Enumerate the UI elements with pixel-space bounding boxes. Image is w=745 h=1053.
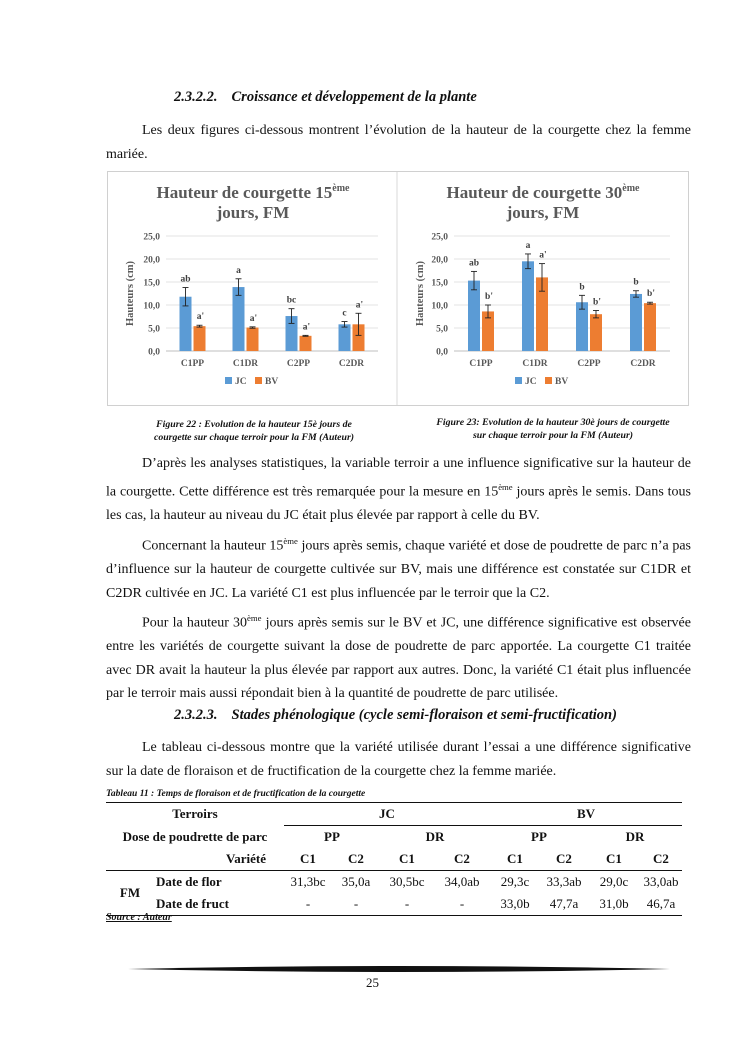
dose-jc-dr: DR bbox=[425, 829, 445, 844]
y-tick-label: 15,0 bbox=[143, 278, 160, 289]
y-tick-label: 10,0 bbox=[143, 301, 160, 312]
para1-sup: ème bbox=[498, 481, 513, 492]
table-cell: 35,0a bbox=[341, 874, 371, 889]
row-label: Date de fruct bbox=[156, 896, 229, 911]
variete-cell: C2 bbox=[454, 851, 470, 866]
legend-label-bv: BV bbox=[265, 377, 279, 387]
significance-label: b bbox=[579, 282, 585, 293]
header-jc: JC bbox=[284, 803, 490, 826]
legend-label-jc: JC bbox=[235, 377, 247, 387]
table-cell: 47,7a bbox=[549, 896, 579, 911]
bar-bv-c2pp bbox=[590, 314, 602, 351]
fig23-caption-line2: sur chaque terroir pour la FM (Auteur) bbox=[472, 430, 634, 441]
y-tick-label: 25,0 bbox=[143, 232, 160, 243]
significance-label: b' bbox=[647, 289, 655, 300]
bar-bv-c2dr bbox=[644, 303, 656, 351]
significance-label: a' bbox=[249, 313, 258, 324]
charts-svg bbox=[108, 172, 688, 405]
header-terroirs: Terroirs bbox=[172, 806, 218, 822]
figure-22-caption bbox=[120, 418, 388, 444]
x-tick-label: C2PP bbox=[577, 359, 601, 369]
y-tick-label: 0,0 bbox=[436, 347, 448, 358]
figure-container bbox=[107, 171, 689, 406]
x-tick-label: C2DR bbox=[630, 359, 656, 369]
header-variete: Variété bbox=[226, 851, 266, 866]
paragraph-analysis bbox=[106, 452, 691, 527]
y-tick-label: 10,0 bbox=[431, 301, 448, 312]
section-number: 2.3.2.3. bbox=[174, 707, 218, 723]
table-cell: - bbox=[404, 896, 410, 911]
y-axis-label: Hauteurs (cm) bbox=[415, 260, 426, 327]
table-row bbox=[106, 893, 682, 916]
intro-paragraph: Les deux figures ci-dessous montrent l’évolution de la hauteur de la courgette chez la femme mariée. bbox=[106, 123, 691, 162]
para1-text-b: jours après le semis. Dans tous les cas, la hauteur au niveau du JC était plus élevée par rapport à celle du BV. bbox=[106, 484, 691, 523]
significance-label: b' bbox=[485, 292, 493, 302]
legend-swatch-jc bbox=[515, 377, 522, 384]
significance-label: bc bbox=[286, 295, 297, 306]
para3-sup: ème bbox=[247, 613, 262, 623]
bar-jc-c1dr bbox=[233, 287, 245, 351]
y-tick-label: 20,0 bbox=[431, 255, 448, 266]
dose-jc-pp: PP bbox=[324, 829, 340, 844]
significance-label: b' bbox=[593, 297, 601, 308]
significance-label: a bbox=[525, 240, 531, 251]
significance-label: a' bbox=[539, 250, 547, 261]
table-cell: 34,0ab bbox=[444, 874, 480, 889]
paragraph-table-intro: Le tableau ci-dessous montre que la variété utilisée durant l’essai a une différence significative sur la date de floraison et de fructification de la courgette chez la femme mariée. bbox=[106, 740, 691, 779]
bar-jc-c1dr bbox=[522, 261, 534, 351]
variete-cell: C2 bbox=[653, 851, 669, 866]
footer-divider bbox=[128, 964, 670, 974]
table-cell: 31,0b bbox=[599, 896, 629, 911]
x-tick-label: C1PP bbox=[469, 359, 493, 369]
section-heading-phenology bbox=[174, 707, 617, 724]
fig23-caption-line1: Figure 23: Evolution de la hauteur 30è jours de courgette bbox=[436, 417, 670, 428]
table-source: Source : Auteur bbox=[106, 912, 172, 923]
legend-swatch-jc bbox=[225, 377, 232, 384]
table-cell: - bbox=[305, 896, 311, 911]
para1-text-a: D’après les analyses statistiques, la variable terroir a une influence significative sur la hauteur de la courgette. Cette différence est très remarquée pour la mesure en 15 bbox=[106, 456, 691, 500]
x-tick-label: C2DR bbox=[338, 359, 365, 369]
bar-jc-c1pp bbox=[468, 281, 480, 351]
x-tick-label: C1DR bbox=[232, 359, 259, 369]
bar-jc-c2dr bbox=[339, 324, 351, 351]
bar-bv-c1dr bbox=[247, 328, 259, 351]
section-number: 2.3.2.2. bbox=[174, 89, 218, 105]
y-tick-label: 15,0 bbox=[431, 278, 448, 289]
section-title: Croissance et développement de la plante bbox=[231, 89, 477, 105]
phenology-table bbox=[106, 802, 682, 916]
y-tick-label: 5,0 bbox=[148, 324, 160, 335]
table-cell: 31,3bc bbox=[290, 874, 326, 889]
significance-label: c bbox=[342, 308, 347, 319]
dose-bv-pp: PP bbox=[531, 829, 547, 844]
table-cell: 30,5bc bbox=[389, 874, 425, 889]
row-label: Date de flor bbox=[156, 874, 222, 889]
table-cell: 29,3c bbox=[500, 874, 530, 889]
y-tick-label: 25,0 bbox=[431, 232, 448, 243]
table-row bbox=[106, 871, 682, 894]
table-caption: Tableau 11 : Temps de floraison et de fructification de la courgette bbox=[106, 789, 366, 799]
section-title: Stades phénologique (cycle semi-floraison et semi-fructification) bbox=[231, 707, 617, 723]
variete-cell: C1 bbox=[300, 851, 316, 866]
group-fm: FM bbox=[106, 871, 154, 916]
paragraph-30-days bbox=[106, 607, 691, 706]
legend-label-jc: JC bbox=[525, 377, 537, 387]
significance-label: a' bbox=[196, 312, 205, 323]
legend-swatch-bv bbox=[545, 377, 552, 384]
legend-label-bv: BV bbox=[555, 377, 569, 387]
dose-bv-dr: DR bbox=[625, 829, 645, 844]
significance-label: ab bbox=[468, 258, 480, 269]
significance-label: b bbox=[633, 277, 639, 288]
bar-bv-c2pp bbox=[300, 336, 312, 351]
para2-sup: ème bbox=[283, 536, 298, 546]
fig22-caption-line1: Figure 22 : Evolution de la hauteur 15è jours de bbox=[156, 419, 352, 430]
y-tick-label: 20,0 bbox=[143, 255, 160, 266]
y-axis-label: Hauteurs (cm) bbox=[125, 260, 136, 327]
para3-text-a: Pour la hauteur 30 bbox=[142, 615, 248, 631]
chart-title-line2: jours, FM bbox=[506, 203, 580, 222]
variete-cell: C1 bbox=[606, 851, 622, 866]
significance-label: ab bbox=[180, 274, 191, 285]
table-cell: 29,0c bbox=[599, 874, 629, 889]
para3-text-b: jours après semis sur le BV et JC, une différence significative est observée entre les variétés de courgette suivant la dose de poudrette de parc apportée. La courgette C1 traitée avec DR avait la hauteur la plus élevée par rapport aux autres. Donc, la variété C1 était plus influencée par le terroir mais aussi répondait bien à la quantité de poudrette de parc utilisée. bbox=[106, 615, 691, 702]
variete-cell: C1 bbox=[399, 851, 415, 866]
variete-cell: C2 bbox=[556, 851, 572, 866]
y-tick-label: 0,0 bbox=[148, 347, 160, 358]
table-cell: - bbox=[353, 896, 359, 911]
bar-bv-c1pp bbox=[194, 326, 206, 351]
page-number: 25 bbox=[366, 975, 379, 990]
table-cell: 33,0b bbox=[500, 896, 530, 911]
table-cell: 33,3ab bbox=[546, 874, 582, 889]
x-tick-label: C1PP bbox=[180, 359, 205, 369]
paragraph-15-days bbox=[106, 530, 691, 605]
significance-label: a' bbox=[355, 300, 364, 311]
para2-text-a: Concernant la hauteur 15 bbox=[142, 538, 284, 554]
chart-height-15-days bbox=[125, 183, 378, 387]
para2-text-b: jours après semis, chaque variété et dose de poudrette de parc n’a pas d’influence sur la hauteur de courgette cultivée sur BV, mais une différence est constatée sur C1DR et C2DR cultivée en JC. La variété C1 est plus influencée par le terroir que la C2. bbox=[106, 538, 691, 601]
fig22-caption-line2: courgette sur chaque terroir pour la FM (Auteur) bbox=[153, 432, 355, 443]
table-cell: - bbox=[459, 896, 465, 911]
table-cell: 33,0ab bbox=[643, 874, 679, 889]
variete-cell: C2 bbox=[348, 851, 364, 866]
header-bv: BV bbox=[490, 803, 682, 826]
chart-height-30-days bbox=[415, 183, 670, 387]
x-tick-label: C2PP bbox=[286, 359, 311, 369]
table-cell: 46,7a bbox=[646, 896, 676, 911]
header-dose: Dose de poudrette de parc bbox=[122, 828, 268, 844]
y-tick-label: 5,0 bbox=[436, 324, 448, 335]
section-heading-growth bbox=[174, 89, 477, 106]
chart-title: Hauteur de courgette 15ème bbox=[156, 183, 350, 202]
bar-jc-c2dr bbox=[630, 294, 642, 351]
x-tick-label: C1DR bbox=[522, 359, 548, 369]
significance-label: a' bbox=[302, 322, 311, 333]
chart-title-line2: jours, FM bbox=[216, 203, 290, 222]
variete-cell: C1 bbox=[507, 851, 523, 866]
significance-label: a bbox=[236, 265, 241, 276]
legend-swatch-bv bbox=[255, 377, 262, 384]
figure-23-caption bbox=[412, 416, 694, 442]
chart-title: Hauteur de courgette 30ème bbox=[446, 183, 640, 202]
